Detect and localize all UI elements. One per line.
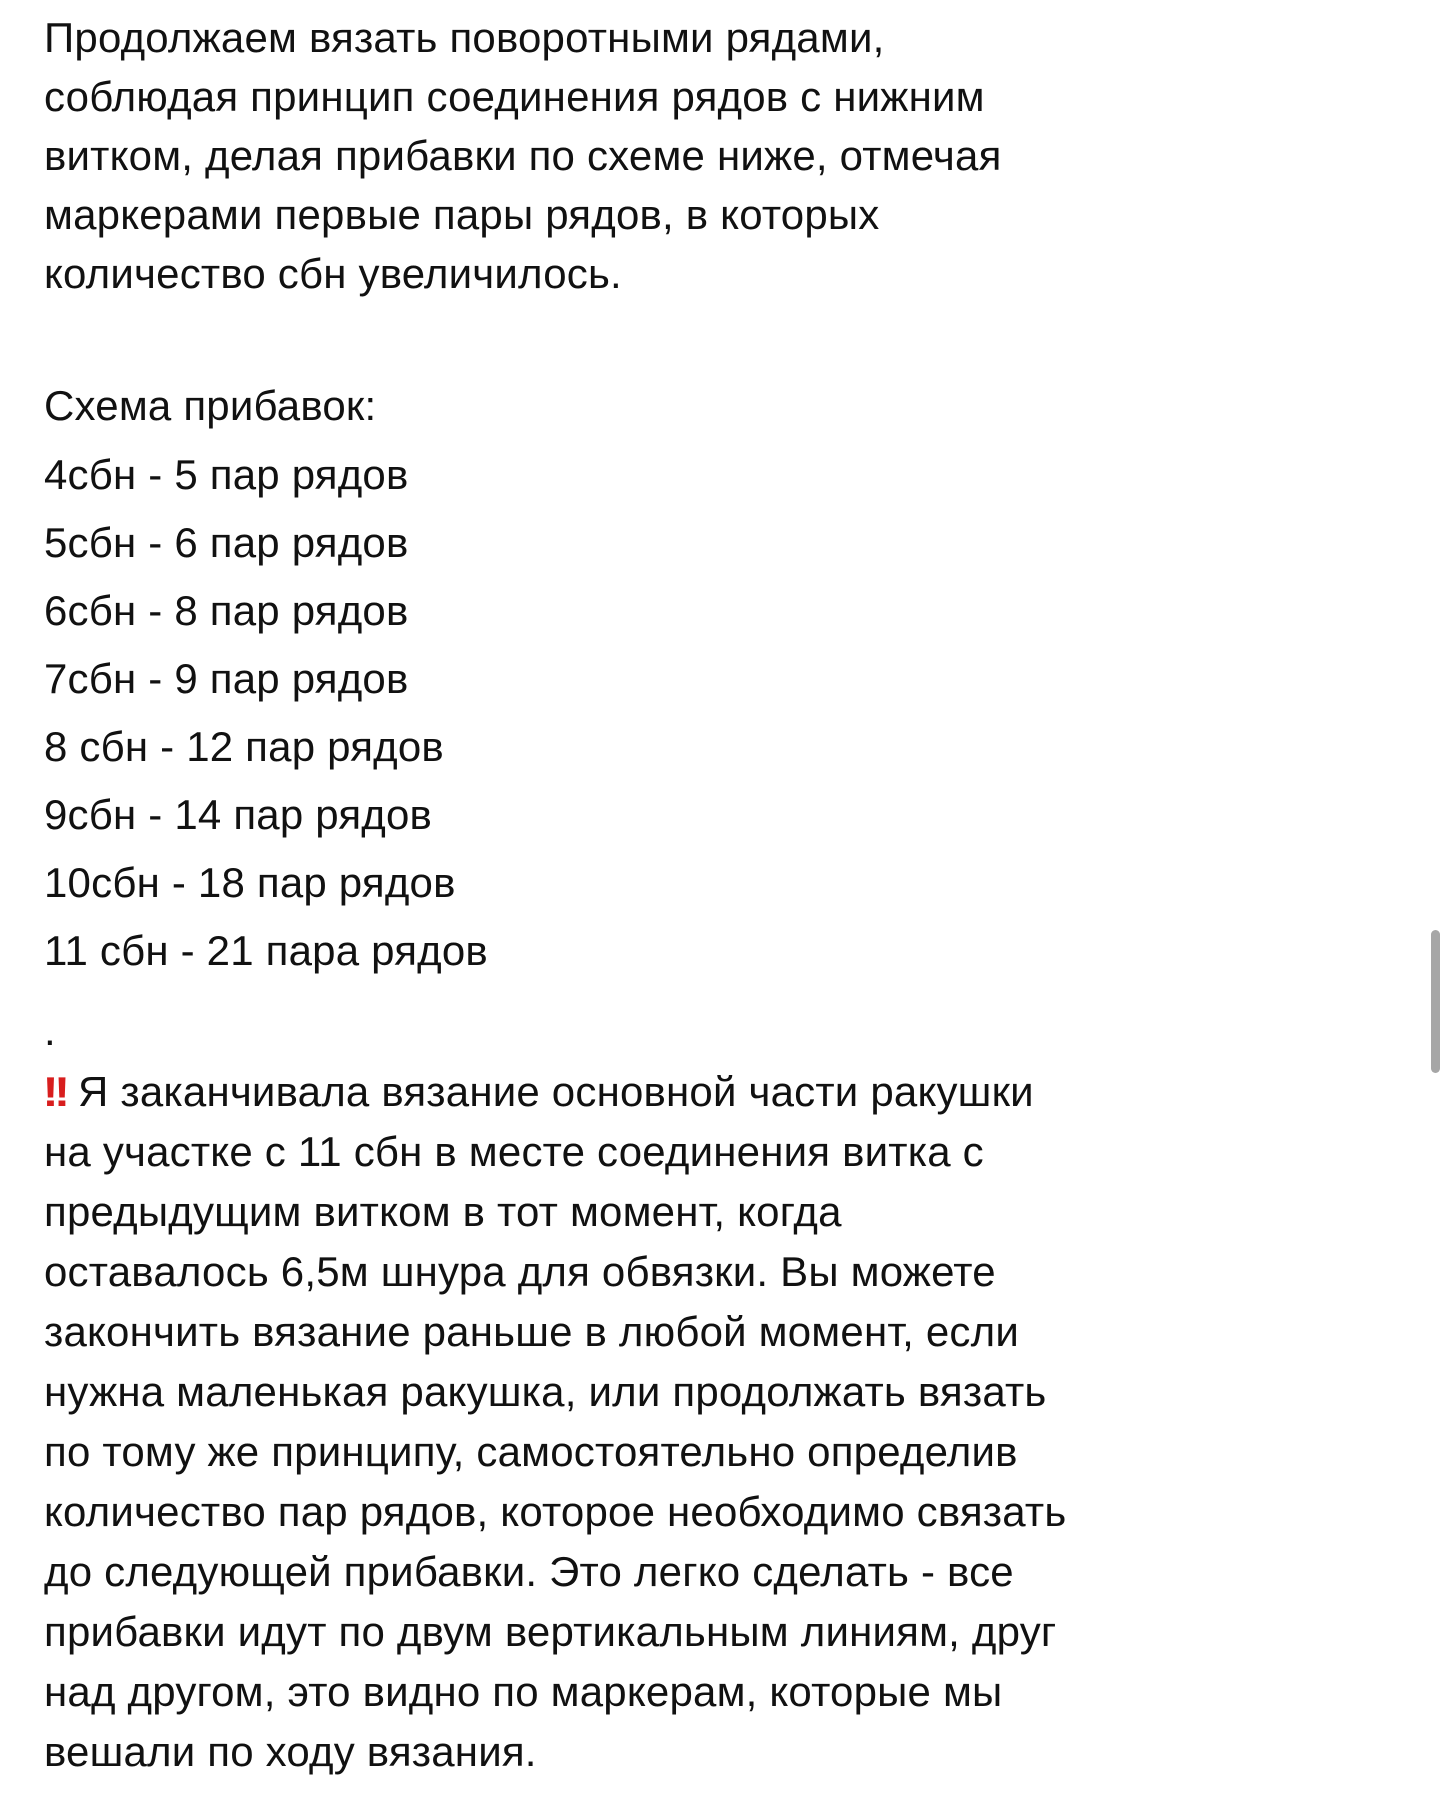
scheme-row: 4сбн - 5 пар рядов [44,451,409,498]
note-line-text: Я заканчивала вязание основной части ракушки [77,1068,1034,1115]
scheme-row: 7сбн - 9 пар рядов [44,655,409,702]
note-line: количество пар рядов, которое необходимо связать [44,1488,1067,1535]
scheme-title: Схема прибавок: [44,382,377,429]
note-line: нужна маленькая ракушка, или продолжать вязать [44,1368,1047,1415]
scheme-row: 10сбн - 18 пар рядов [44,859,456,906]
note-line: над другом, это видно по маркерам, которые мы [44,1668,1003,1715]
double-exclamation-icon: !! [42,1068,66,1115]
scheme-row: 11 сбн - 21 пара рядов [44,927,488,974]
note-line: оставалось 6,5м шнура для обвязки. Вы можете [44,1248,996,1295]
vertical-scrollbar-thumb[interactable] [1431,930,1440,1073]
note-line: закончить вязание раньше в любой момент, если [44,1308,1019,1355]
scheme-row: 6сбн - 8 пар рядов [44,587,409,634]
note-line [44,1062,1034,1121]
note-line: по тому же принципу, самостоятельно определив [44,1428,1018,1475]
separator-dot: . [44,1007,56,1054]
intro-line: количество сбн увеличилось. [44,250,622,297]
scheme-row: 9сбн - 14 пар рядов [44,791,433,838]
intro-line: Продолжаем вязать поворотными рядами, [44,14,885,61]
scheme-row: 5сбн - 6 пар рядов [44,519,409,566]
note-line: вешали по ходу вязания. [44,1728,537,1775]
note-line: прибавки идут по двум вертикальным линиям, друг [44,1608,1057,1655]
note-line: предыдущим витком в тот момент, когда [44,1188,842,1235]
scheme-row: 8 сбн - 12 пар рядов [44,723,444,770]
note-line: до следующей прибавки. Это легко сделать - все [44,1548,1014,1595]
intro-line: соблюдая принцип соединения рядов с нижним [44,73,985,120]
note-line: на участке с 11 сбн в месте соединения витка с [44,1128,984,1175]
intro-line: маркерами первые пары рядов, в которых [44,191,880,238]
intro-line: витком, делая прибавки по схеме ниже, отмечая [44,132,1002,179]
